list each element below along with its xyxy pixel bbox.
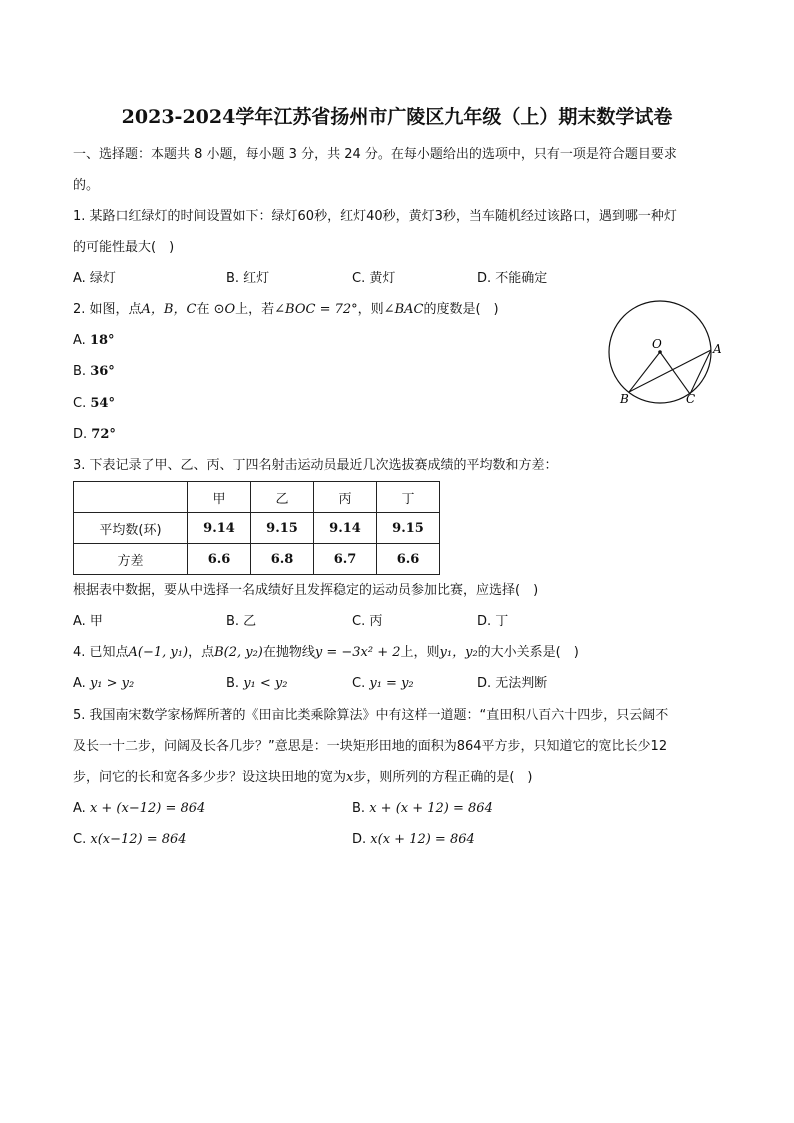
q5-stem-line3: 步，问它的长和宽各多少步？设这块田地的宽为x步，则所列的方程正确的是( ) [73,770,533,785]
q1-stem-line2: 的可能性最大( ) [73,240,175,255]
q2-prefix: 2. 如图，点 [73,302,142,317]
q2-option-a: A. 18° [73,333,115,348]
table-cell: 6.7 [314,544,377,575]
q1-option-b: B. 红灯 [226,271,270,286]
q5-stem-line1: 5. 我国南宋数学家杨辉所著的《田亩比类乘除算法》中有这样一道题：“直田积八百六十四步，只云阔不 [73,708,669,723]
label-o: O [652,337,662,351]
table-cell: 9.15 [377,513,440,544]
q2-stem [73,302,499,318]
q5-stem-line2: 及长一十二步，问阔及长各几步？”意思是：一块矩形田地的面积为864平方步，只知道它的宽比长少12 [73,739,668,754]
q4-option-a: A. y₁ > y₂ [73,676,135,691]
q5-option-a: A. x + (x−12) = 864 [73,801,206,816]
q2-mid3: ，则 [357,302,384,317]
q1-option-d: D. 不能确定 [477,271,548,286]
q1-option-a: A. 绿灯 [73,271,116,286]
q2-option-c: C. 54° [73,396,115,411]
page-title: 2023-2024学年江苏省扬州市广陵区九年级（上）期末数学试卷 [121,106,673,128]
table-header-cell: 乙 [251,482,314,513]
q2-mid2: 上，若 [235,302,275,317]
q2-circle-name: O [224,302,236,317]
table-cell: 9.15 [251,513,314,544]
q3-stem: 3. 下表记录了甲、乙、丙、丁四名射击运动员最近几次选拔赛成绩的平均数和方差： [73,458,558,473]
q5-option-d: D. x(x + 12) = 864 [352,832,475,847]
section-heading-line1: 一、选择题：本题共 8 小题，每小题 3 分，共 24 分。在每小题给出的选项中，只有一项是符合题目要求 [73,147,677,162]
q4-option-b: B. y₁ < y₂ [226,676,288,691]
table-header-row [74,482,440,513]
table-cell: 6.6 [188,544,251,575]
q3-question: 根据表中数据，要从中选择一名成绩好且发挥稳定的运动员参加比赛，应选择( ) [73,583,539,598]
label-b: B [620,392,629,406]
q5-option-c: C. x(x−12) = 864 [73,832,187,847]
q5-option-b: B. x + (x + 12) = 864 [352,801,493,816]
table-cell: 6.6 [377,544,440,575]
label-a: A [713,342,722,356]
q4-stem: 4. 已知点A(−1, y₁)，点B(2, y₂)在抛物线y = −3x² + 2上，则y₁，y₂的大小关系是( ) [73,645,579,660]
q4-vars: y₁，y₂ [439,645,478,660]
table-header-cell [74,482,188,513]
q1-option-c: C. 黄灯 [352,271,396,286]
q3-option-c: C. 丙 [352,614,383,629]
q2-circle-figure [600,295,730,410]
q4-parabola: y = −3x² + 2 [314,645,401,660]
table-header-cell: 丁 [377,482,440,513]
q1-stem-line1: 1. 某路口红绿灯的时间设置如下：绿灯60秒，红灯40秒，黄灯3秒，当车随机经过该路口，遇到哪一种灯 [73,209,677,224]
q2-mid: 在 ⊙ [196,302,225,317]
table-cell: 9.14 [188,513,251,544]
q2-option-d: D. 72° [73,427,116,442]
q2-option-b: B. 36° [73,364,115,379]
table-header-cell: 甲 [188,482,251,513]
row-label: 平均数(环) [74,513,188,544]
q2-given-angle: ∠BOC = 72° [274,302,358,317]
q4-point-b: B(2, y₂) [214,645,263,660]
scores-table [73,481,440,575]
table-row [74,544,440,575]
segment-ob [629,352,660,392]
table-row [74,513,440,544]
row-label: 方差 [74,544,188,575]
q4-option-c: C. y₁ = y₂ [352,676,414,691]
q3-option-d: D. 丁 [477,614,509,629]
q4-point-a: A(−1, y₁) [128,645,189,660]
section-heading-line2: 的。 [73,178,100,193]
segment-oc [660,352,690,394]
segment-ac [690,350,711,394]
q2-points: A，B，C [141,302,197,317]
table-header-cell: 丙 [314,482,377,513]
table-cell: 6.8 [251,544,314,575]
q2-suffix: 的度数是( ) [423,302,499,317]
q2-asked-angle: ∠BAC [383,302,424,317]
table-cell: 9.14 [314,513,377,544]
q3-option-b: B. 乙 [226,614,257,629]
q4-option-d: D. 无法判断 [477,676,548,691]
q3-option-a: A. 甲 [73,614,103,629]
label-c: C [686,392,696,406]
